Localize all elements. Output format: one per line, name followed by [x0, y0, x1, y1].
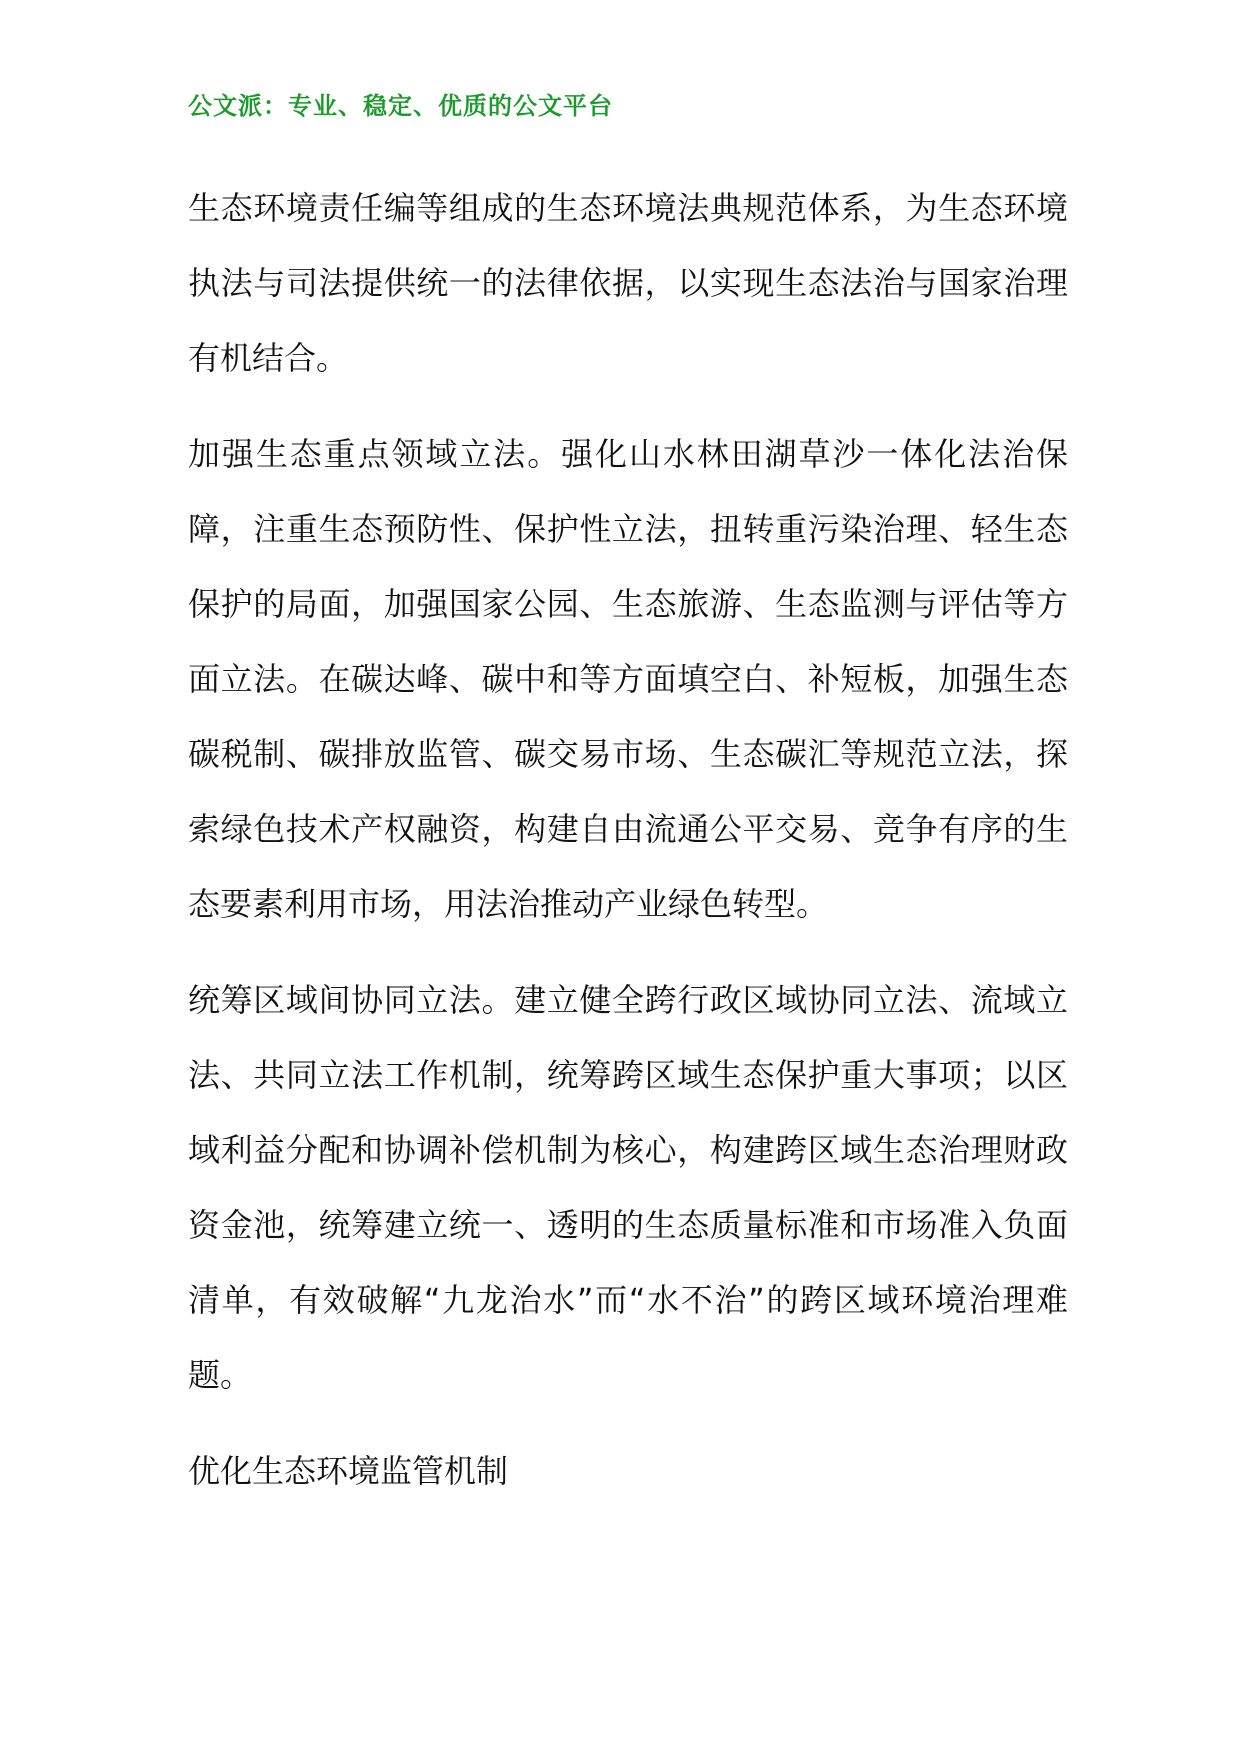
paragraph-key-area-legislation: 加强生态重点领域立法。强化山水林田湖草沙一体化法治保障，注重生态预防性、保护性立法，扭转重污染治理、轻生态保护的局面，加强国家公园、生态旅游、生态监测与评估等方面立法。在碳达峰、碳中和等方面填空白、补短板，加强生态碳税制、碳排放监管、碳交易市场、生态碳汇等规范立法，探索绿色技术产权融资，构建自由流通公平交易、竞争有序的生态要素利用市场，用法治推动产业绿色转型。 — [188, 435, 1068, 923]
paragraph-regional-coordination: 统筹区域间协同立法。建立健全跨行政区域协同立法、流域立法、共同立法工作机制，统筹跨区域生态保护重大事项；以区域利益分配和协调补偿机制为核心，构建跨区域生态治理财政资金池，统筹建立统一、透明的生态质量标准和市场准入负面清单，有效破解“九龙治水”而“水不治”的跨区域环境治理难题。 — [188, 981, 1068, 1394]
paragraph-continuation: 生态环境责任编等组成的生态环境法典规范体系，为生态环境执法与司法提供统一的法律依据，以实现生态法治与国家治理有机结合。 — [188, 189, 1068, 377]
document-body — [188, 171, 1068, 1530]
section-heading: 优化生态环境监管机制 — [188, 1452, 509, 1490]
brand-header: 公文派：专业、稳定、优质的公文平台 — [188, 92, 613, 120]
